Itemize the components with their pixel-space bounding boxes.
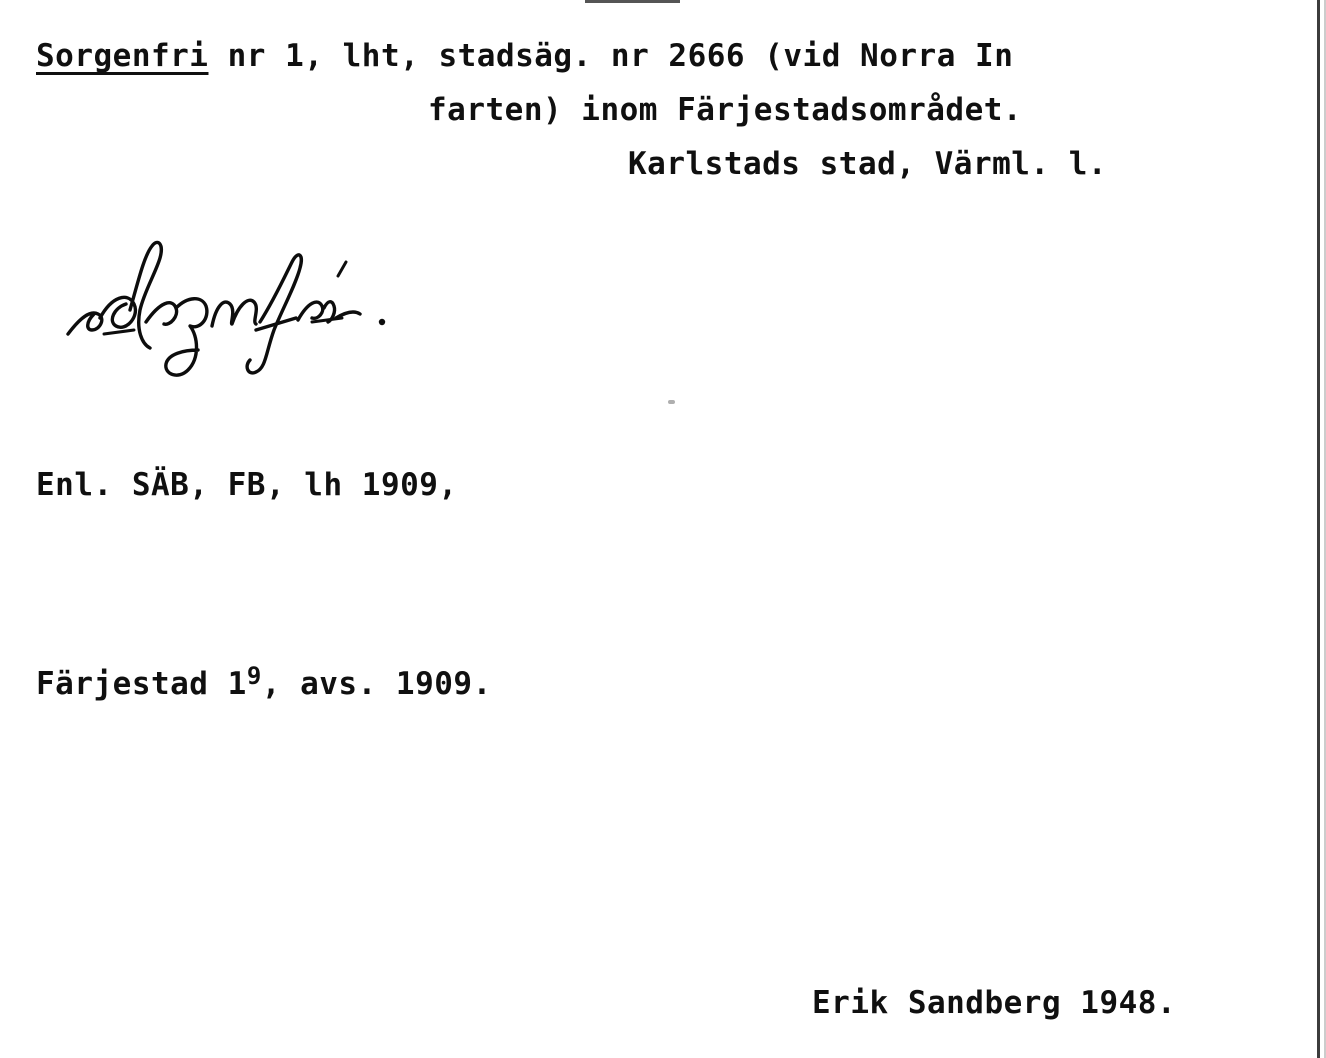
scan-edge-right: [1317, 0, 1320, 1058]
parcel-reference-line: [36, 662, 492, 702]
source-reference-line: Enl. SÄB, FB, lh 1909,: [36, 467, 458, 503]
card-title-keyword: Sorgenfri: [36, 38, 209, 74]
card-title-line-1: [36, 38, 1013, 74]
handwritten-signature-sorgenfri: [60, 218, 580, 398]
author-signature-line: Erik Sandberg 1948.: [812, 985, 1177, 1021]
card-title-line-1-rest: nr 1, lht, stadsäg. nr 2666 (vid Norra In: [208, 38, 1014, 74]
parcel-prefix: Färjestad 1: [36, 666, 247, 702]
scan-edge-top: [585, 0, 680, 3]
card-title-line-2: farten) inom Färjestadsområdet.: [428, 92, 1023, 128]
parcel-suffix: , avs. 1909.: [261, 666, 492, 702]
parcel-superscript: 9: [246, 662, 262, 690]
scan-artifact-dot: [668, 400, 675, 404]
card-title-line-3: Karlstads stad, Värml. l.: [628, 146, 1108, 182]
